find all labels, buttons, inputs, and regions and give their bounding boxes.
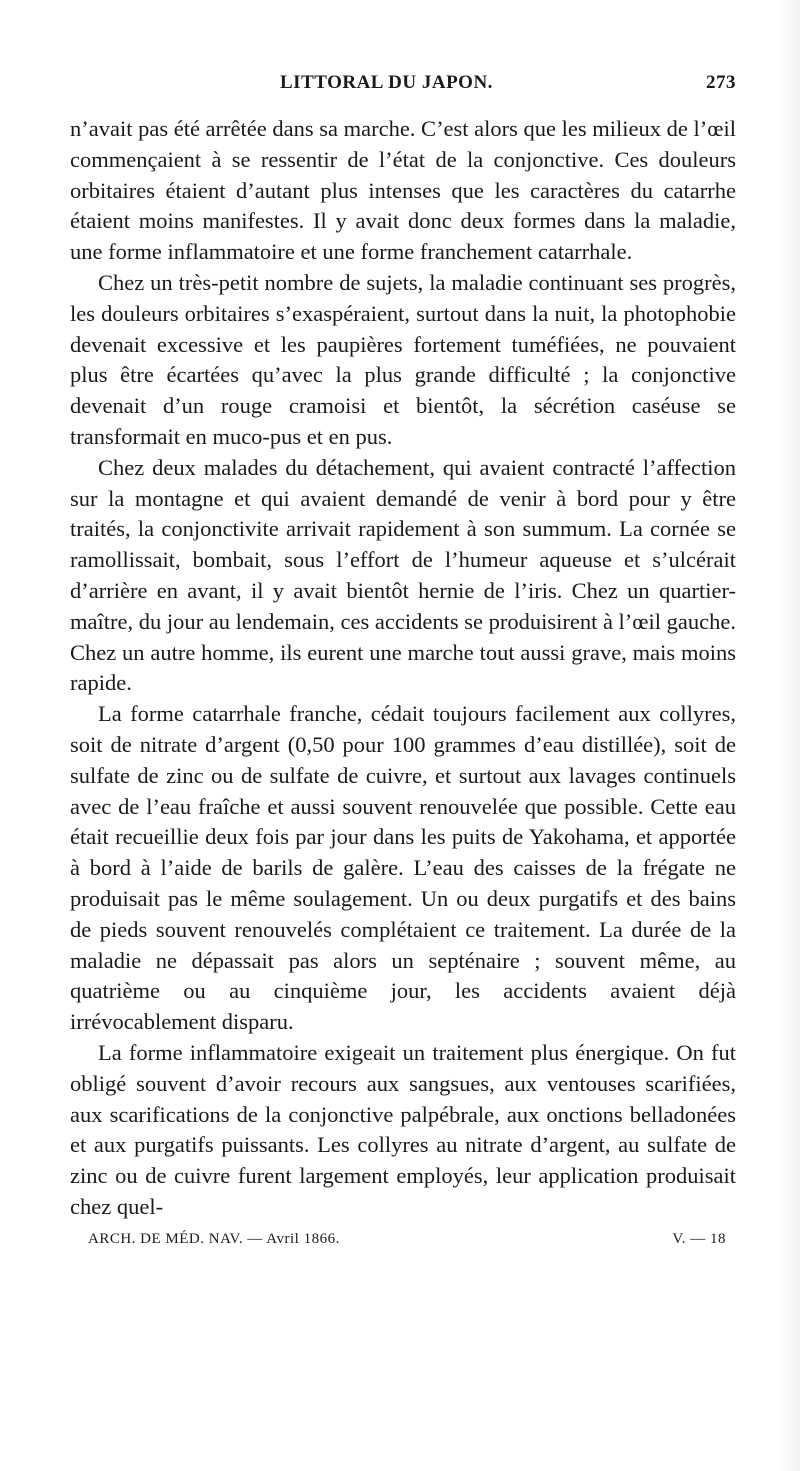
- page-number: 273: [706, 72, 736, 93]
- running-title: LITTORAL DU JAPON.: [280, 72, 493, 93]
- body-text: [70, 114, 736, 1223]
- footer-journal: ARCH. DE MÉD. NAV. — Avril 1866.: [88, 1230, 340, 1247]
- paragraph-3: Chez deux malades du détachement, qui avaient contracté l’affection sur la montagne et qui avaient demandé de venir à bord pour y être traités, la conjonctivite arrivait rapidement à son summum. La cornée se ramollissait, bombait, sous l’effort de l’humeur aqueuse et s’ulcérait d’arrière en avant, il y avait bientôt hernie de l’iris. Chez un quartier-maître, du jour au lendemain, ces accidents se produisirent à l’œil gauche. Chez un autre homme, ils eurent une marche tout aussi grave, mais moins rapide.: [70, 454, 737, 696]
- paragraph-5: La forme inflammatoire exigeait un traitement plus énergique. On fut obligé souvent d’avoir recours aux sangsues, aux ventouses scarifiées, aux scarifications de la conjonctive palpébrale, aux onctions belladonées et aux purgatifs puissants. Les collyres au nitrate d’argent, au sulfate de zinc ou de cuivre furent largement employés, leur application produisait chez quel-: [70, 1039, 736, 1219]
- running-header: [70, 72, 736, 94]
- paragraph-1: n’avait pas été arrêtée dans sa marche. C’est alors que les milieux de l’œil commençaient à se ressentir de l’état de la conjonctive. Ces douleurs orbitaires étaient d’autant plus intenses que les caractères du catarrhe étaient moins manifestes. Il y avait donc deux formes dans la maladie, une forme inflammatoire et une forme franchement catarrhale.: [70, 116, 736, 265]
- page-footer: [70, 1231, 736, 1248]
- paragraph-2: Chez un très-petit nombre de sujets, la maladie continuant ses progrès, les douleurs orbitaires s’exaspéraient, surtout dans la nuit, la photophobie devenait excessive et les paupières fortement tuméfiées, ne pouvaient plus être écartées qu’avec la plus grande difficulté ; la conjonctive devenait d’un rouge cramoisi et bientôt, la sécrétion caséuse se transformait en muco-pus et en pus.: [70, 269, 736, 449]
- paragraph-4: La forme catarrhale franche, cédait toujours facilement aux collyres, soit de nitrate d’argent (0,50 pour 100 grammes d’eau distillée), soit de sulfate de zinc ou de sulfate de cuivre, et surtout aux lavages continuels avec de l’eau fraîche et aussi souvent renouvelée que possible. Cette eau était recueillie deux fois par jour dans les puits de Yakohama, et apportée à bord à l’aide de barils de galère. L’eau des caisses de la frégate ne produisait pas le même soulagement. Un ou deux purgatifs et des bains de pieds souvent renouvelés complétaient ce traitement. La durée de la maladie ne dépassait pas alors un septénaire ; souvent même, au quatrième ou au cinquième jour, les accidents avaient déjà irrévocablement disparu.: [70, 701, 736, 1035]
- page-gutter-shadow: [778, 0, 800, 1471]
- footer-signature: V. — 18: [672, 1230, 726, 1247]
